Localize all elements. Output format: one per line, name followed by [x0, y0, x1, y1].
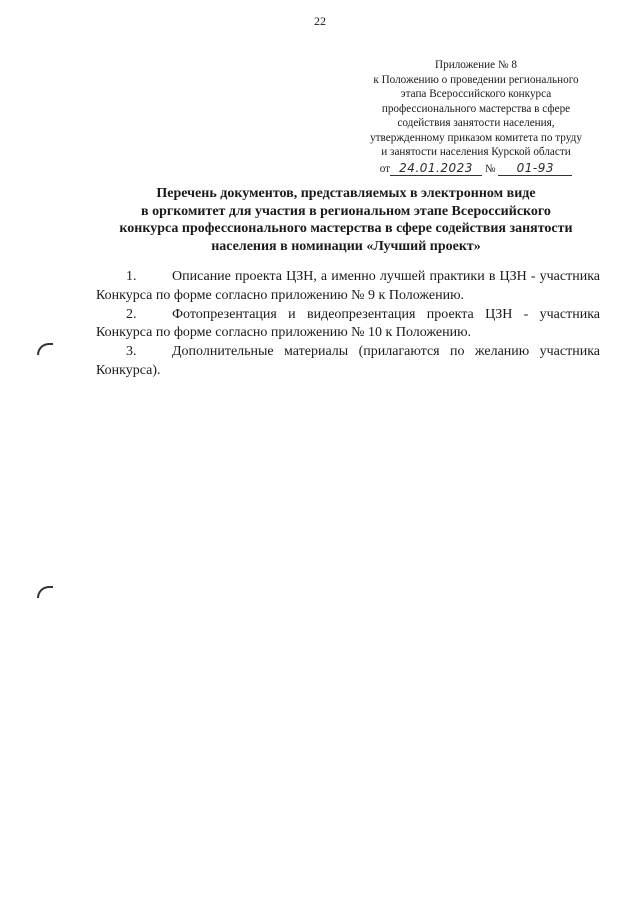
appendix-header: [352, 58, 600, 176]
page-number: 22: [314, 14, 326, 28]
title-line: в оргкомитет для участия в региональном этапе Всероссийского: [141, 203, 551, 219]
handwritten-date: 24.01.2023: [390, 162, 482, 176]
title-line: Перечень документов, представляемых в электронном виде: [156, 186, 536, 201]
appendix-line: Приложение № 8: [435, 59, 517, 71]
list-item-number: 1.: [126, 269, 137, 284]
title-line: населения в номинации «Лучший проект»: [211, 238, 481, 254]
list-item-number: 2.: [126, 306, 137, 322]
punch-hole-mark: [37, 586, 53, 598]
list-item: [96, 306, 600, 344]
list-item: [96, 268, 600, 306]
list-item-text: Описание проекта ЦЗН, а именно лучшей практики в ЦЗН - участника Конкурса по форме согласно приложению № 9 к Положению.: [96, 269, 600, 303]
handwritten-order-number: 01-93: [498, 162, 572, 176]
document-list: [96, 268, 600, 381]
list-item-number: 3.: [126, 344, 137, 360]
punch-hole-mark: [37, 343, 53, 355]
appendix-line: содействия занятости населения,: [397, 117, 555, 129]
date-prefix: от: [379, 162, 391, 175]
order-date-number-line: [352, 162, 600, 177]
list-item-text: Фотопрезентация и видеопрезентация проекта ЦЗН - участника Конкурса по форме согласно приложению № 10 к Положению.: [96, 306, 600, 341]
appendix-line: этапа Всероссийского конкурса: [400, 88, 552, 100]
appendix-line: и занятости населения Курской области: [381, 146, 571, 158]
appendix-line: к Положению о проведении регионального: [373, 73, 579, 86]
list-item-text: Дополнительные материалы (прилагаются по желанию участника Конкурса).: [96, 344, 600, 378]
title-line: конкурса профессионального мастерства в сфере содействия занятости: [119, 221, 573, 236]
document-title: [96, 185, 596, 255]
appendix-line: утвержденному приказом комитета по труду: [370, 131, 582, 144]
list-item: [96, 343, 600, 381]
number-label: №: [484, 162, 496, 175]
appendix-line: профессионального мастерства в сфере: [381, 102, 571, 115]
